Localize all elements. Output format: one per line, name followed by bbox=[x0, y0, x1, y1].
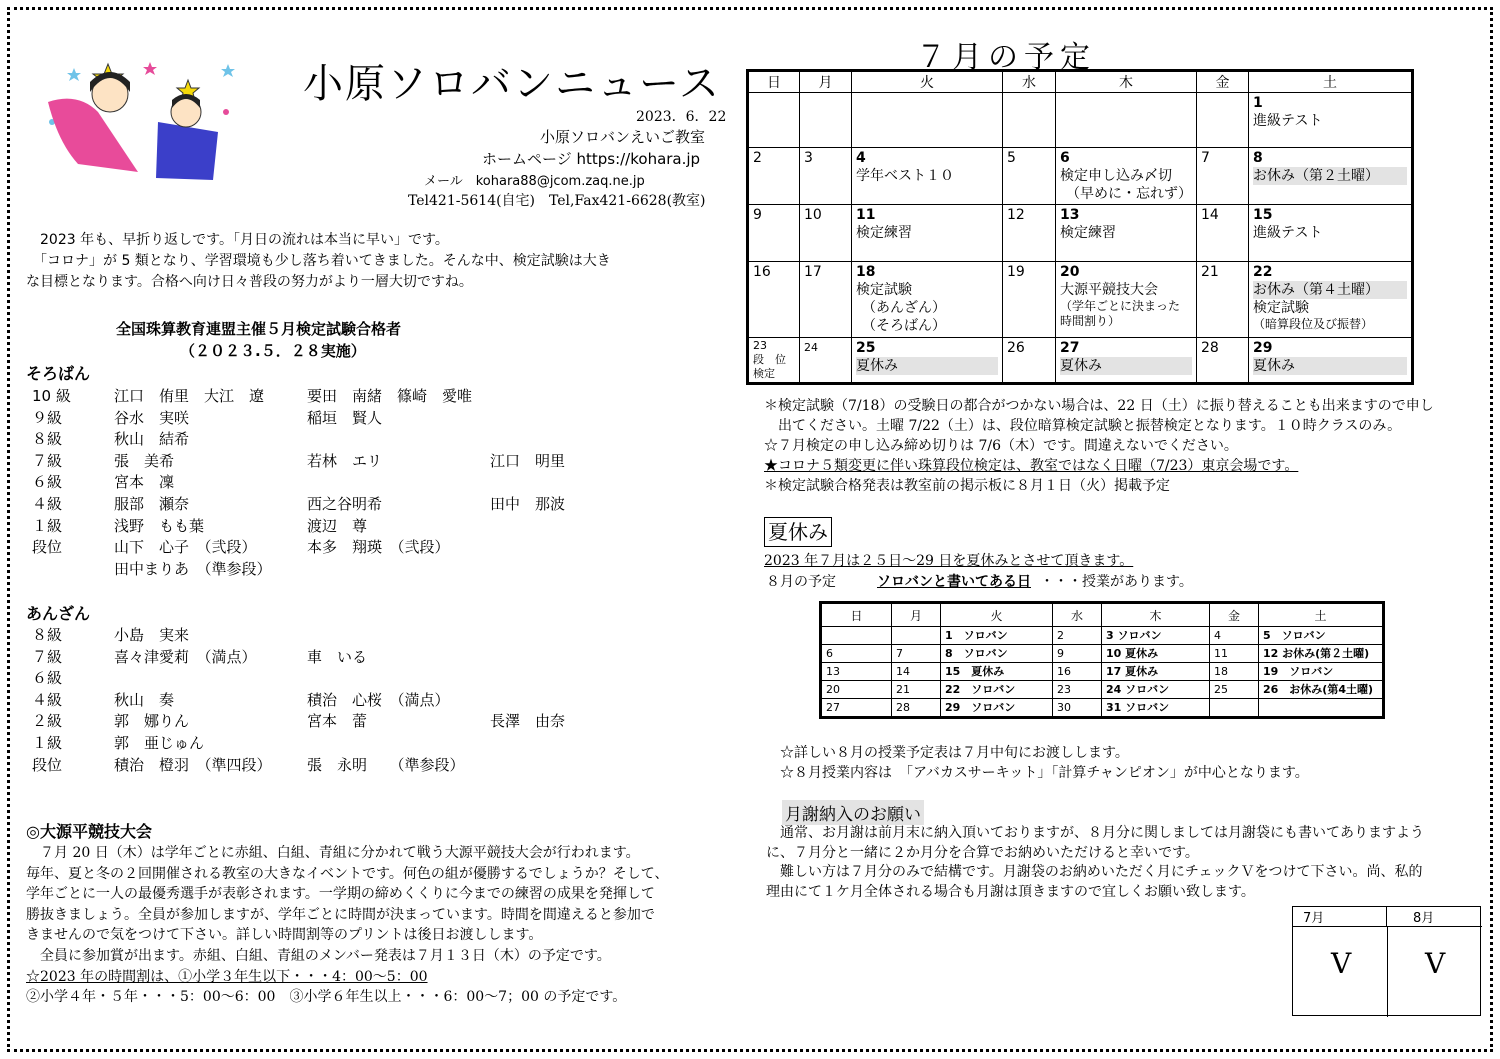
tanabata-illustration bbox=[38, 52, 238, 187]
calendar-week bbox=[748, 338, 1413, 384]
day-text: 12 bbox=[1007, 207, 1025, 223]
results-date: （２０２３.５．２８実施） bbox=[180, 342, 366, 360]
august-notes bbox=[780, 743, 1309, 783]
calendar-day: 20 bbox=[821, 681, 892, 699]
calendar-day bbox=[852, 205, 1003, 262]
weekday-header: 火 bbox=[941, 603, 1053, 627]
weekday-header: 日 bbox=[748, 71, 800, 93]
weekday-header: 月 bbox=[892, 603, 941, 627]
calendar-day bbox=[1210, 699, 1259, 718]
passer-names: 積治 心桜 （満点） bbox=[307, 690, 450, 709]
taikai-line: ７月 20 日（木）は学年ごとに赤組、白組、青組に分かれて戦う大源平競技大会が行われます。 bbox=[26, 845, 640, 861]
passer-names: 郭 亜じゅん bbox=[114, 734, 205, 752]
day-text: （あんざん） bbox=[862, 300, 946, 316]
day-text: 夏休み bbox=[1253, 357, 1407, 375]
august-note: ☆８月授業内容は 「アバカスサーキット」「計算チャンピオン」が中心となります。 bbox=[780, 765, 1309, 781]
calendar-day: 21 bbox=[892, 681, 941, 699]
day-text: 9 bbox=[753, 207, 762, 223]
grade-label: 10 級 bbox=[32, 387, 71, 405]
calendar-week bbox=[748, 93, 1413, 148]
newsletter-title: 小原ソロバンニュース bbox=[303, 61, 721, 107]
day-text: （早めに・忘れず） bbox=[1066, 186, 1192, 202]
passer-names: 稲垣 賢人 bbox=[307, 408, 383, 427]
passer-names: 西之谷明希 bbox=[307, 495, 383, 513]
grade-label: ７級 bbox=[32, 647, 63, 666]
day-text: 23 bbox=[753, 339, 767, 352]
july-calendar bbox=[746, 69, 1414, 385]
day-text: 16 bbox=[753, 264, 771, 280]
day-text: 10 bbox=[804, 207, 822, 223]
calendar-week bbox=[821, 699, 1384, 718]
july-notes bbox=[764, 396, 1434, 496]
day-text: 検定試験 bbox=[856, 282, 912, 298]
calendar-day: 8 ソロバン bbox=[941, 645, 1053, 663]
calendar-day bbox=[1056, 93, 1197, 148]
calendar-day bbox=[852, 148, 1003, 205]
passer-names: 浅野 もも葉 bbox=[114, 516, 205, 535]
calendar-day: 28 bbox=[892, 699, 941, 718]
calendar-day bbox=[800, 148, 852, 205]
taikai-text bbox=[26, 843, 668, 1008]
intro-text bbox=[26, 230, 611, 293]
grade-label: ６級 bbox=[32, 669, 63, 688]
calendar-day bbox=[892, 627, 941, 645]
calendar-day bbox=[800, 93, 852, 148]
july-note: ☆７月検定の申し込み締め切りは 7/6（木）です。間違えないでください。 bbox=[764, 438, 1238, 454]
calendar-day: 17 夏休み bbox=[1102, 663, 1210, 681]
calendar-day: 3 ソロバン bbox=[1102, 627, 1210, 645]
day-text: 28 bbox=[1201, 340, 1219, 356]
calendar-day: 19 ソロバン bbox=[1259, 663, 1384, 681]
passer-names: 長澤 由奈 bbox=[490, 712, 566, 731]
issue-date: 2023．6．22 bbox=[636, 109, 727, 125]
calendar-day: 4 bbox=[1210, 627, 1259, 645]
calendar-week bbox=[821, 663, 1384, 681]
august-month-label: 8月 bbox=[1387, 907, 1482, 927]
calendar-day bbox=[821, 627, 892, 645]
calendar-week bbox=[821, 645, 1384, 663]
calendar-day: 18 bbox=[1210, 663, 1259, 681]
calendar-day: 22 ソロバン bbox=[941, 681, 1053, 699]
grade-label: 段位 bbox=[32, 755, 63, 774]
passer-names: 江口 侑里 大江 遼 bbox=[114, 387, 265, 405]
calendar-day: 1 ソロバン bbox=[941, 627, 1053, 645]
taikai-title: ◎大源平競技大会 bbox=[26, 822, 152, 841]
day-text: 検定 bbox=[753, 367, 775, 380]
august-note: ☆詳しい８月の授業予定表は７月中旬にお渡しします。 bbox=[780, 745, 1129, 761]
july-month-label: 7月 bbox=[1293, 907, 1387, 927]
day-text: 検定練習 bbox=[1060, 225, 1116, 241]
taikai-line: 勝抜きましょう。全員が参加しますが、学年ごとに時間が決まっています。時間を間違えると参加で bbox=[26, 906, 655, 923]
day-text: （学年ごとに決まった bbox=[1060, 299, 1181, 313]
grade-label: ９級 bbox=[32, 408, 63, 427]
day-text: 18 bbox=[856, 264, 876, 280]
calendar-day: 15 夏休み bbox=[941, 663, 1053, 681]
calendar-day bbox=[1056, 338, 1197, 384]
taikai-line: 学年ごとに一人の最優秀選手が表彰されます。一学期の締めくくりに今までの練習の成果を発揮して bbox=[26, 886, 655, 903]
day-text: 17 bbox=[804, 264, 822, 280]
passer-names: 張 永明 （準参段） bbox=[307, 755, 465, 774]
calendar-day bbox=[800, 262, 852, 338]
day-text: 5 bbox=[1007, 150, 1016, 166]
homepage-link[interactable]: ホームページ https://kohara.jp bbox=[482, 150, 701, 168]
weekday-header: 土 bbox=[1259, 603, 1384, 627]
fee-line: に、７月分と一緒に２か月分を合算でお納めいただけると幸いです。 bbox=[766, 844, 1199, 861]
calendar-day bbox=[1249, 148, 1413, 205]
day-text: 検定試験 bbox=[1253, 300, 1309, 316]
calendar-day: 10 夏休み bbox=[1102, 645, 1210, 663]
calendar-day bbox=[1249, 205, 1413, 262]
calendar-day: 29 ソロバン bbox=[941, 699, 1053, 718]
fee-line: 通常、お月謝は前月末に納入頂いておりますが、８月分に関しましては月謝袋にも書いてありますよう bbox=[766, 825, 1424, 841]
passer-names: 若林 エリ bbox=[307, 451, 383, 470]
calendar-day: 2 bbox=[1053, 627, 1102, 645]
grade-label: ２級 bbox=[32, 712, 63, 731]
calendar-week bbox=[821, 681, 1384, 699]
calendar-day: 27 bbox=[821, 699, 892, 718]
calendar-day bbox=[1056, 262, 1197, 338]
prince-robe bbox=[156, 122, 218, 180]
summer-dates: 2023 年７月は２５日〜29 日を夏休みとさせて頂きます。 bbox=[764, 553, 1134, 569]
passer-names: 喜々津愛莉 （満点） bbox=[114, 647, 257, 666]
passer-names: 田中まりあ （準参段） bbox=[114, 559, 272, 578]
weekday-header: 金 bbox=[1210, 603, 1259, 627]
passer-names: 谷水 実咲 bbox=[114, 408, 190, 427]
day-text: 2 bbox=[753, 150, 762, 166]
calendar-day bbox=[800, 205, 852, 262]
weekday-header: 金 bbox=[1197, 71, 1249, 93]
passer-names: 小島 実来 bbox=[114, 626, 190, 644]
passer-names: 江口 明里 bbox=[490, 451, 566, 470]
day-text: 検定練習 bbox=[856, 225, 912, 241]
day-text: 13 bbox=[1060, 207, 1080, 223]
passer-names: 宮本 凜 bbox=[114, 473, 175, 492]
school-name: 小原ソロバンえいご教室 bbox=[540, 128, 706, 146]
passer-names: 車 いる bbox=[307, 647, 368, 666]
day-text: 15 bbox=[1253, 207, 1273, 223]
day-text: 25 bbox=[856, 340, 876, 356]
calendar-week bbox=[748, 148, 1413, 205]
calendar-day: 9 bbox=[1053, 645, 1102, 663]
calendar-day bbox=[1003, 205, 1056, 262]
day-text: 24 bbox=[804, 341, 818, 354]
grade-label: １級 bbox=[32, 734, 63, 752]
calendar-day bbox=[1197, 338, 1249, 384]
grade-label: １級 bbox=[32, 516, 63, 535]
fee-text bbox=[766, 824, 1424, 902]
july-schedule-title: ７月の予定 bbox=[916, 40, 1096, 75]
calendar-day bbox=[800, 338, 852, 384]
day-text: 進級テスト bbox=[1253, 113, 1323, 129]
calendar-day bbox=[1197, 262, 1249, 338]
weekday-header: 水 bbox=[1003, 71, 1056, 93]
calendar-day bbox=[748, 205, 800, 262]
calendar-day: 31 ソロバン bbox=[1102, 699, 1210, 718]
calendar-day: 6 bbox=[821, 645, 892, 663]
calendar-day bbox=[748, 93, 800, 148]
passer-names: 秋山 奏 bbox=[114, 690, 175, 709]
fee-title: 月謝納入のお願い bbox=[782, 800, 924, 825]
intro-line: な目標となります。合格へ向け日々普段の努力がより一層大切ですね。 bbox=[26, 274, 473, 290]
calendar-day bbox=[748, 338, 800, 384]
princess-robe bbox=[48, 99, 138, 172]
day-text: 26 bbox=[1007, 340, 1025, 356]
day-text: 学年ベスト１０ bbox=[856, 168, 954, 184]
taikai-line: 全員に参加賞が出ます。赤組、白組、青組のメンバー発表は７月１３日（木）の予定です。 bbox=[26, 947, 611, 964]
weekday-header: 日 bbox=[821, 603, 892, 627]
calendar-day bbox=[1197, 205, 1249, 262]
day-text: 19 bbox=[1007, 264, 1025, 280]
calendar-day: 25 bbox=[1210, 681, 1259, 699]
calendar-day bbox=[1003, 262, 1056, 338]
anzan-title: あんざん bbox=[26, 604, 91, 623]
fee-check-box bbox=[1292, 906, 1481, 1016]
calendar-day: 11 bbox=[1210, 645, 1259, 663]
calendar-day: 13 bbox=[821, 663, 892, 681]
day-text: 21 bbox=[1201, 264, 1219, 280]
day-text: （暗算段位及び振替） bbox=[1253, 317, 1374, 331]
day-text: 進級テスト bbox=[1253, 225, 1323, 241]
passer-names: 田中 那波 bbox=[490, 495, 566, 513]
weekday-header: 木 bbox=[1102, 603, 1210, 627]
results-heading: 全国珠算教育連盟主催５月検定試験合格者 bbox=[116, 320, 402, 338]
weekday-header: 月 bbox=[800, 71, 852, 93]
calendar-day bbox=[852, 338, 1003, 384]
july-note: ★コロナ５類変更に伴い珠算段位検定は、教室ではなく日曜（7/23）東京会場です。 bbox=[764, 458, 1299, 474]
day-text: 3 bbox=[804, 150, 813, 166]
intro-line: 「コロナ」が 5 類となり、学習環境も少し落ち着いてきました。そんな中、検定試験は大き bbox=[26, 253, 611, 269]
august-check-mark[interactable]: V bbox=[1425, 947, 1446, 980]
taikai-line: きませんので気をつけて下さい。詳しい時間割等のプリントは後日お渡しします。 bbox=[26, 927, 543, 944]
calendar-day: 23 bbox=[1053, 681, 1102, 699]
grade-label: 段位 bbox=[32, 538, 63, 557]
weekday-header: 水 bbox=[1053, 603, 1102, 627]
day-text: 7 bbox=[1201, 150, 1210, 166]
soroban-title: そろばん bbox=[26, 364, 91, 383]
day-text: 22 bbox=[1253, 264, 1273, 280]
passer-names: 張 美希 bbox=[114, 451, 175, 470]
calendar-week bbox=[748, 262, 1413, 338]
passer-names: 積治 橙羽 （準四段） bbox=[114, 755, 272, 774]
grade-label: ８級 bbox=[32, 626, 63, 644]
passer-names: 山下 心子 （弐段） bbox=[114, 538, 257, 557]
calendar-day bbox=[1003, 148, 1056, 205]
day-text: 29 bbox=[1253, 340, 1273, 356]
calendar-day: 14 bbox=[892, 663, 941, 681]
passer-names: 本多 翔瑛 （弐段） bbox=[307, 538, 450, 557]
day-text: 1 bbox=[1253, 95, 1263, 111]
intro-line: 2023 年も、早折り返しです。「月日の流れは本当に早い」です。 bbox=[26, 232, 449, 248]
august-calendar bbox=[819, 601, 1385, 719]
day-text: 時間割り） bbox=[1060, 314, 1121, 328]
weekday-header: 木 bbox=[1056, 71, 1197, 93]
passer-names: 宮本 蕾 bbox=[307, 712, 368, 731]
grade-label: ４級 bbox=[32, 495, 63, 513]
grade-label: ４級 bbox=[32, 690, 63, 709]
passer-names: 渡辺 尊 bbox=[307, 516, 368, 535]
day-text: 20 bbox=[1060, 264, 1080, 280]
day-text: 夏休み bbox=[1060, 357, 1192, 375]
calendar-day: 26 お休み(第4土曜) bbox=[1259, 681, 1384, 699]
calendar-day bbox=[852, 93, 1003, 148]
summer-title: 夏休み bbox=[764, 517, 832, 547]
july-note: ＊検定試験合格発表は教室前の掲示板に８月１日（火）掲載予定 bbox=[764, 478, 1170, 494]
fee-line: 難しい方は７月分のみで結構です。月謝袋のお納めいただく月にチェックＶをつけて下さい。尚、私的 bbox=[766, 864, 1423, 880]
calendar-day bbox=[1197, 93, 1249, 148]
calendar-day bbox=[1249, 338, 1413, 384]
calendar-day bbox=[748, 148, 800, 205]
day-text: 大源平競技大会 bbox=[1060, 282, 1158, 298]
july-check-mark[interactable]: V bbox=[1331, 947, 1352, 980]
calendar-day bbox=[1259, 699, 1384, 718]
calendar-day: 12 お休み(第２土曜) bbox=[1259, 645, 1384, 663]
calendar-day bbox=[1003, 338, 1056, 384]
calendar-day bbox=[1056, 205, 1197, 262]
day-text: 検定申し込み〆切 bbox=[1060, 168, 1172, 184]
calendar-day: 7 bbox=[892, 645, 941, 663]
email-address[interactable]: メール kohara88@jcom.zaq.ne.jp bbox=[424, 174, 645, 189]
day-text: （そろばん） bbox=[862, 318, 946, 334]
fee-line: 理由にて１ケ月全体される場合も月謝は頂きますので宜しくお願い致します。 bbox=[766, 883, 1255, 900]
july-note: 出てください。土曜 7/22（土）は、段位暗算検定試験と振替検定となります。１０時クラスのみ。 bbox=[764, 418, 1402, 434]
calendar-day: 16 bbox=[1053, 663, 1102, 681]
day-text: 段 位 bbox=[753, 353, 786, 366]
grade-label: ７級 bbox=[32, 451, 63, 470]
calendar-day bbox=[748, 262, 800, 338]
calendar-day: 5 ソロバン bbox=[1259, 627, 1384, 645]
august-plan-label: ８月の予定 bbox=[766, 574, 836, 590]
calendar-day bbox=[1056, 148, 1197, 205]
day-text: 11 bbox=[856, 207, 876, 223]
august-plan-note: ・・・授業があります。 bbox=[1040, 574, 1193, 590]
august-plan-key: ソロバンと書いてある日 bbox=[877, 574, 1031, 590]
passer-names: 秋山 結希 bbox=[114, 430, 190, 449]
weekday-header: 火 bbox=[852, 71, 1003, 93]
day-text: 6 bbox=[1060, 150, 1070, 166]
calendar-day bbox=[1249, 262, 1413, 338]
calendar-week bbox=[748, 205, 1413, 262]
phone-numbers: Tel421-5614(自宅) Tel,Fax421-6628(教室) bbox=[408, 193, 706, 209]
calendar-day bbox=[1197, 148, 1249, 205]
day-text: お休み（第４土曜） bbox=[1253, 281, 1407, 299]
taikai-line: ②小学４年・５年・・・5：00〜6：00 ③小学６年生以上・・・6：00〜7；00 の予定です。 bbox=[26, 989, 627, 1006]
calendar-day bbox=[852, 262, 1003, 338]
grade-label: ６級 bbox=[32, 473, 63, 492]
taikai-line: ☆2023 年の時間割は、①小学３年生以下・・・4：00〜5：00 bbox=[26, 968, 428, 985]
taikai-line: 毎年、夏と冬の２回開催される教室の大きなイベントです。何色の組が優勝するでしょうか？そして、 bbox=[26, 865, 669, 882]
grade-label: ８級 bbox=[32, 430, 63, 449]
passer-names: 要田 南緒 篠崎 愛唯 bbox=[307, 387, 473, 405]
day-text: お休み（第２土曜） bbox=[1253, 167, 1407, 185]
day-text: 8 bbox=[1253, 150, 1263, 166]
weekday-header: 土 bbox=[1249, 71, 1413, 93]
calendar-day: 30 bbox=[1053, 699, 1102, 718]
calendar-day bbox=[1249, 93, 1413, 148]
day-text: 4 bbox=[856, 150, 866, 166]
calendar-week bbox=[821, 627, 1384, 645]
passer-names: 服部 瀬奈 bbox=[114, 495, 190, 513]
calendar-day: 24 ソロバン bbox=[1102, 681, 1210, 699]
day-text: 夏休み bbox=[856, 357, 998, 375]
day-text: 14 bbox=[1201, 207, 1219, 223]
passer-names: 郭 娜りん bbox=[114, 712, 190, 731]
day-text: 27 bbox=[1060, 340, 1080, 356]
calendar-day bbox=[1003, 93, 1056, 148]
july-note: ＊検定試験（7/18）の受験日の都合がつかない場合は、22 日（土）に振り替えることも出来ますので申し bbox=[764, 398, 1434, 414]
